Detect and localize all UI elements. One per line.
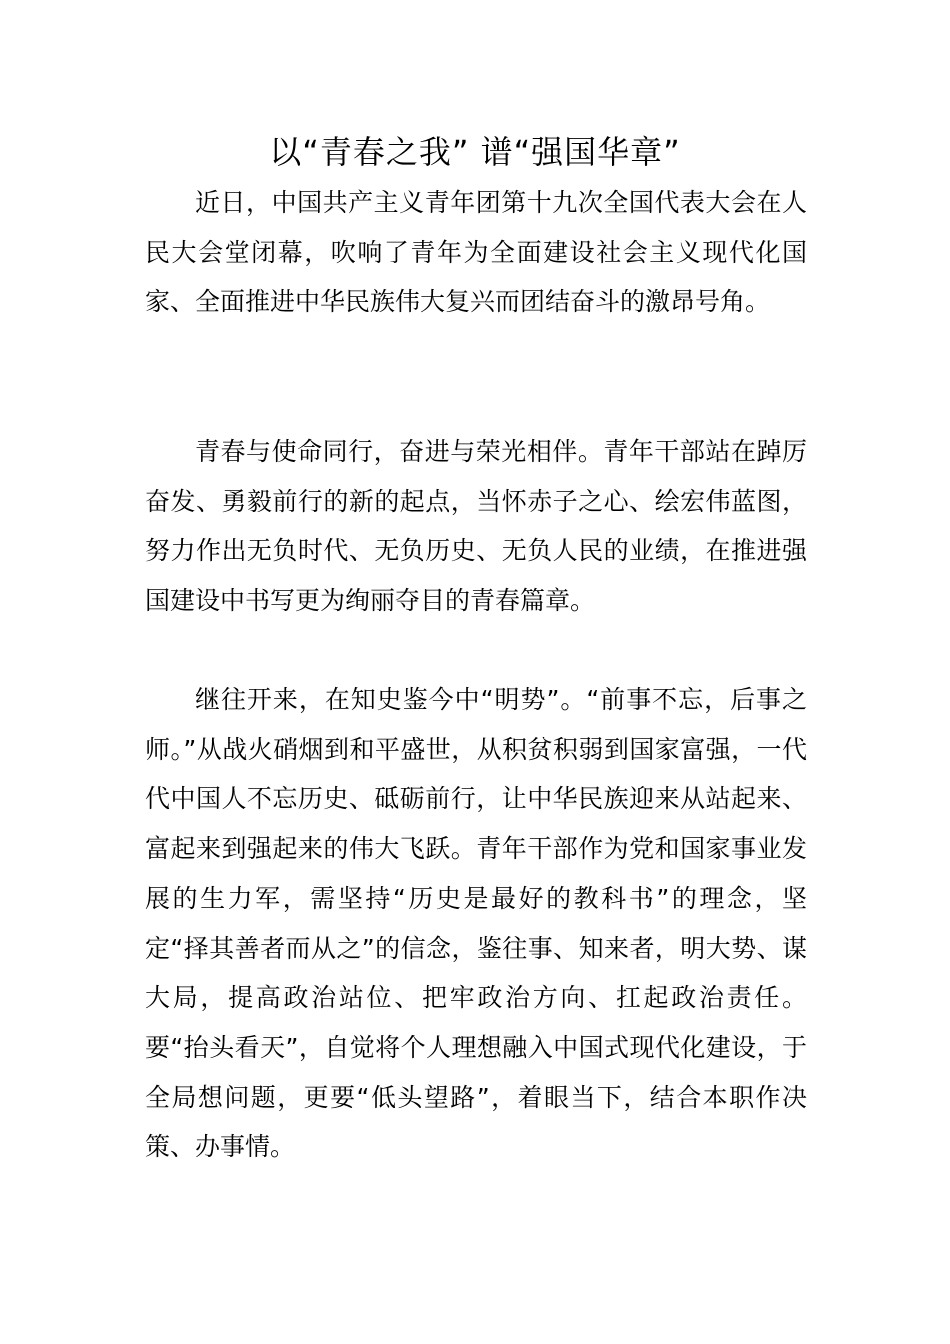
- paragraph-2: 青春与使命同行，奋进与荣光相伴。青年干部站在踔厉奋发、勇毅前行的新的起点，当怀赤子之心、绘宏伟蓝图，努力作出无负时代、无负历史、无负人民的业绩，在推进强国建设中书写更为绚丽夺目的青春篇章。: [145, 437, 807, 616]
- paragraph-1: 近日，中国共产主义青年团第十九次全国代表大会在人民大会堂闭幕，吹响了青年为全面建设社会主义现代化国家、全面推进中华民族伟大复兴而团结奋斗的激昂号角。: [145, 188, 807, 317]
- paragraph-3: 继往开来，在知史鉴今中“明势”。“前事不忘，后事之师。”从战火硝烟到和平盛世，从积贫积弱到国家富强，一代代中国人不忘历史、砥砺前行，让中华民族迎来从站起来、富起来到强起来的伟大飞跃。青年干部作为党和国家事业发展的生力军，需坚持“历史是最好的教科书”的理念，坚定“择其善者而从之”的信念，鉴往事、知来者，明大势、谋大局，提高政治站位、把牢政治方向、扛起政治责任。要“抬头看天”，自觉将个人理想融入中国式现代化建设，于全局想问题，更要“低头望路”，着眼当下，结合本职作决策、办事情。: [145, 685, 807, 1162]
- document-title: 以“青春之我” 谱“强国华章”: [269, 133, 681, 171]
